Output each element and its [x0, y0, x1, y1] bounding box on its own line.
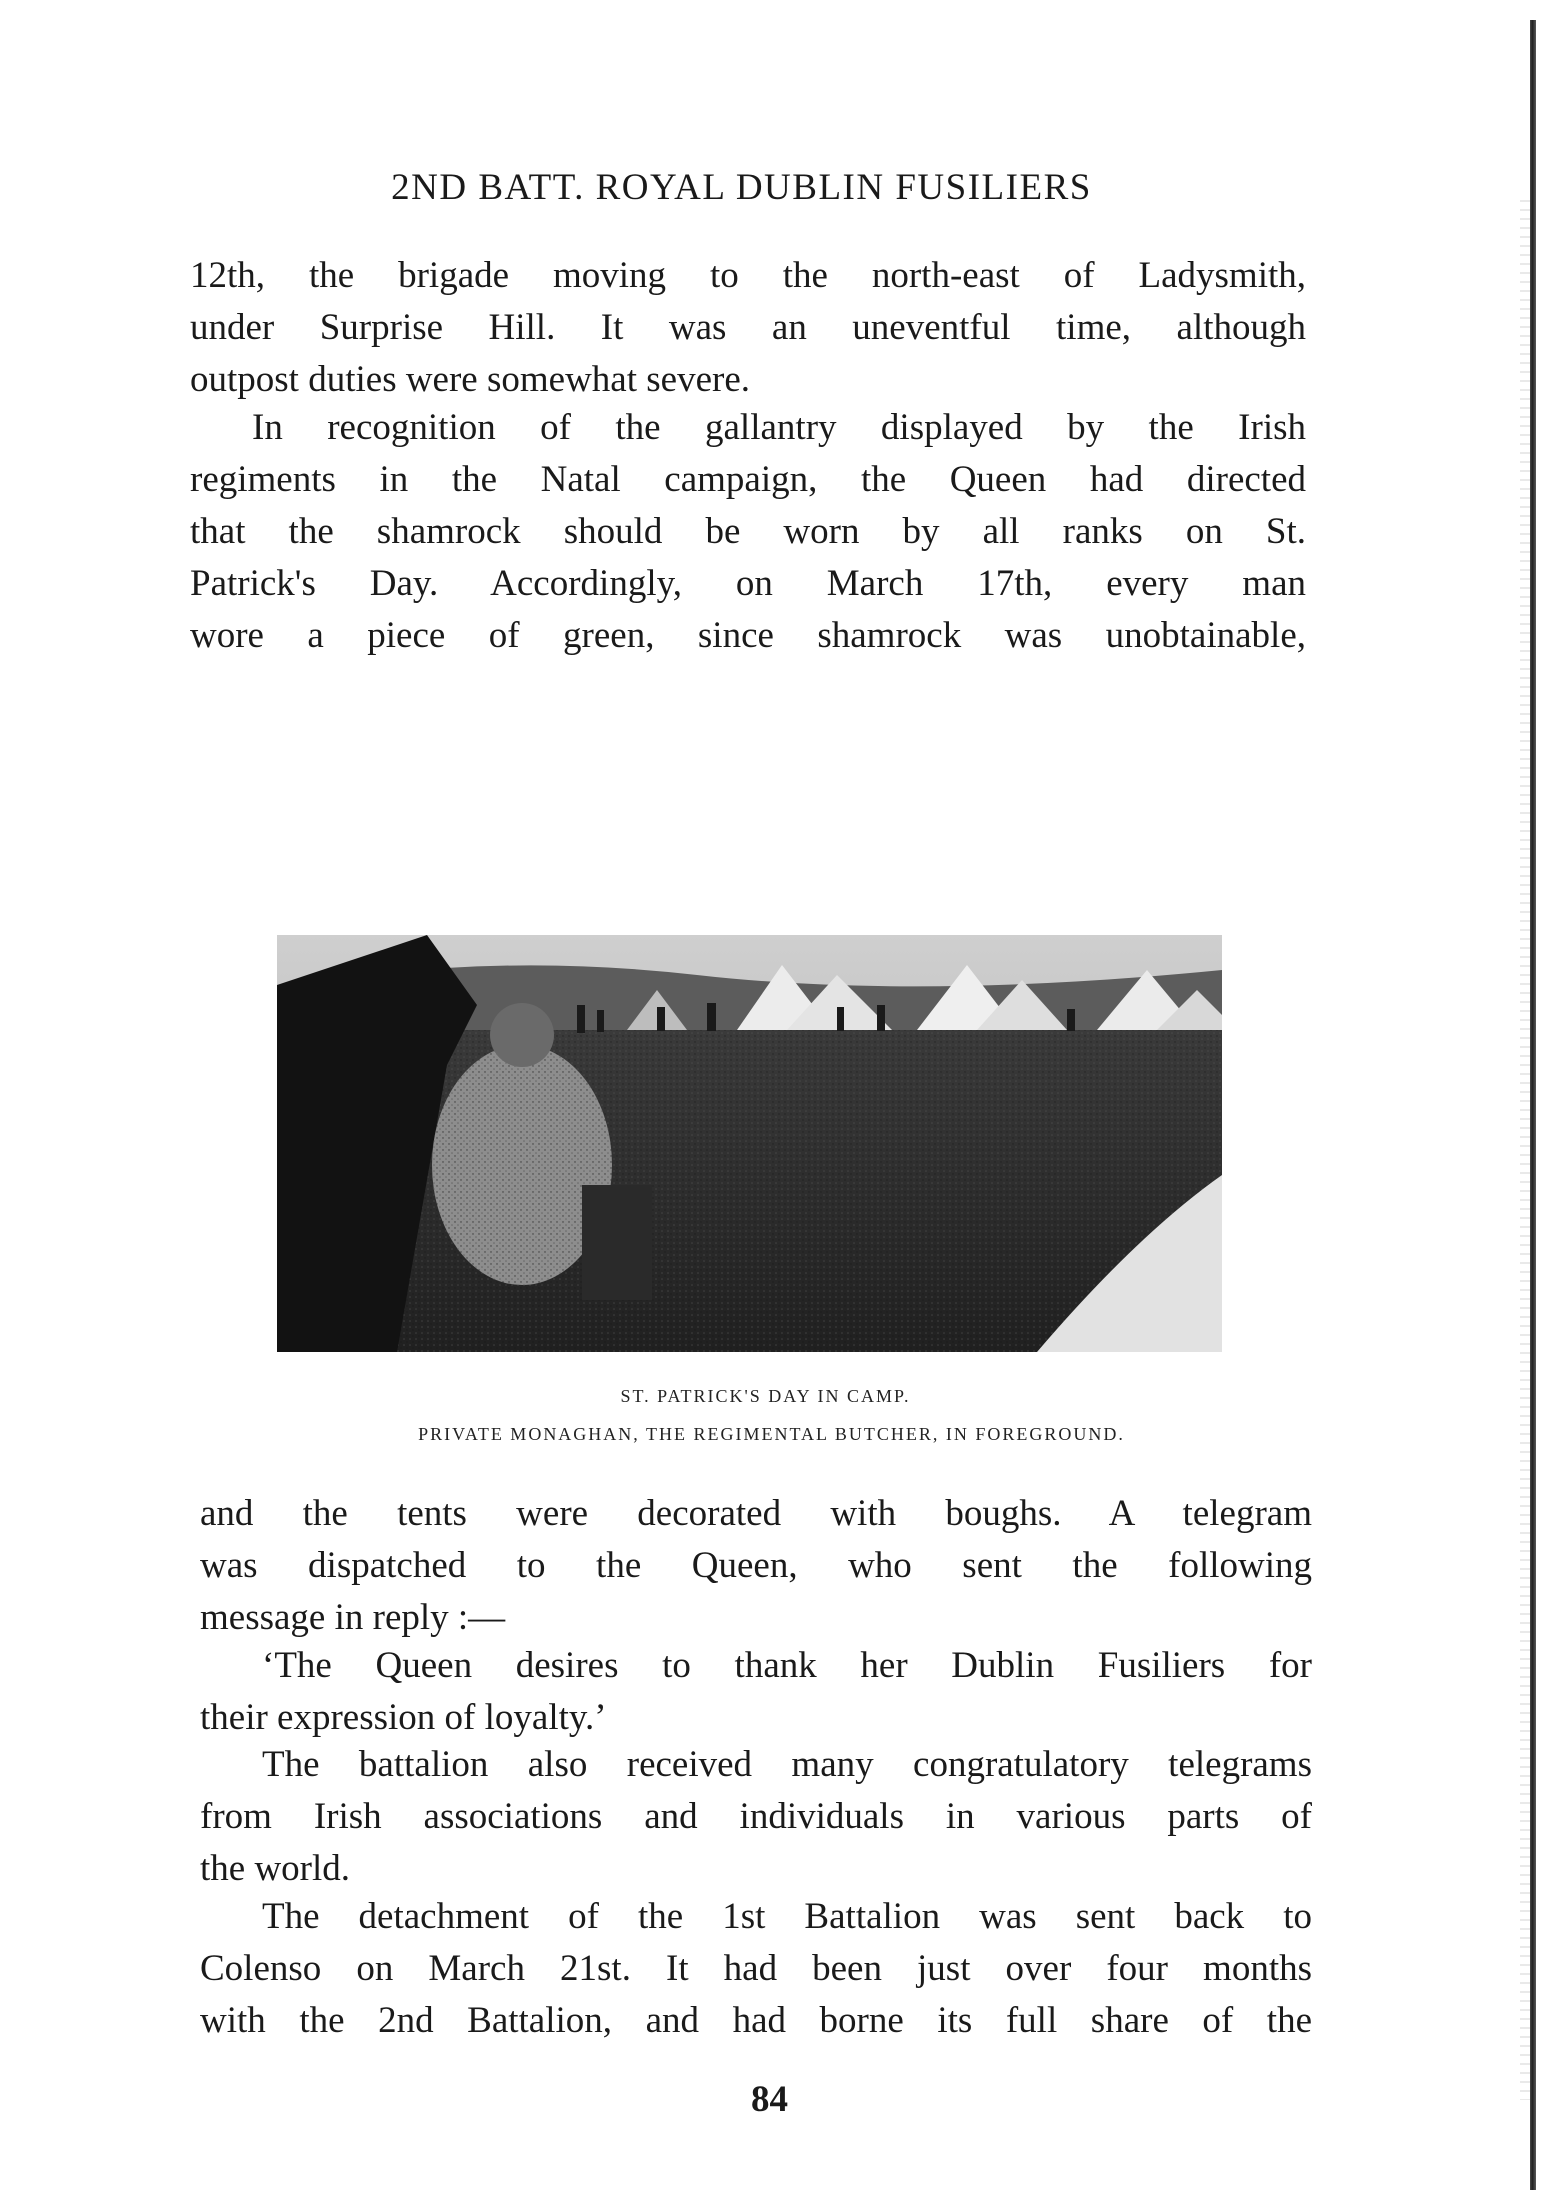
text-line: 12th, the brigade moving to the north-east of Ladysmith,: [190, 255, 1306, 296]
text-line: Colenso on March 21st. It had been just over four months: [200, 1948, 1312, 1989]
paragraph-4: [200, 1640, 1312, 1744]
text-line: under Surprise Hill. It was an uneventful time, although: [190, 307, 1306, 348]
text-line: the world.: [200, 1848, 351, 1889]
text-line: was dispatched to the Queen, who sent the following: [200, 1545, 1312, 1586]
text-line: The battalion also received many congratulatory telegrams: [262, 1744, 1312, 1785]
text-line: wore a piece of green, since shamrock was unobtainable,: [190, 615, 1306, 656]
paragraph-5: [200, 1739, 1312, 1895]
camp-photograph: [277, 935, 1222, 1352]
photo-caption-subtitle: PRIVATE MONAGHAN, THE REGIMENTAL BUTCHER, IN FOREGROUND.: [418, 1424, 1125, 1444]
text-line: with the 2nd Battalion, and had borne its full share of the: [200, 2000, 1312, 2041]
text-line: regiments in the Natal campaign, the Queen had directed: [190, 459, 1306, 500]
text-line: that the shamrock should be worn by all ranks on St.: [190, 511, 1306, 552]
text-line: from Irish associations and individuals in various parts of: [200, 1796, 1312, 1837]
text-line: In recognition of the gallantry displayed by the Irish: [252, 407, 1306, 448]
text-line: outpost duties were somewhat severe.: [190, 359, 750, 400]
text-line: The detachment of the 1st Battalion was sent back to: [262, 1896, 1312, 1937]
text-line: and the tents were decorated with boughs. A telegram: [200, 1493, 1312, 1534]
paragraph-2: [190, 402, 1306, 662]
running-head: 2ND BATT. ROYAL DUBLIN FUSILIERS: [391, 167, 1092, 208]
text-line: their expression of loyalty.’: [200, 1697, 607, 1738]
page-number: 84: [751, 2079, 788, 2120]
text-line: Patrick's Day. Accordingly, on March 17th, every man: [190, 563, 1306, 604]
paragraph-3: [200, 1488, 1312, 1644]
paragraph-1: [190, 250, 1306, 406]
text-line: ‘The Queen desires to thank her Dublin Fusiliers for: [262, 1645, 1312, 1686]
page-edge-shadow: [1520, 200, 1530, 2100]
page-edge: [1530, 20, 1536, 2190]
paragraph-6: [200, 1891, 1312, 2047]
photo-caption-title: ST. PATRICK'S DAY IN CAMP.: [620, 1386, 911, 1406]
text-line: message in reply :—: [200, 1597, 506, 1638]
